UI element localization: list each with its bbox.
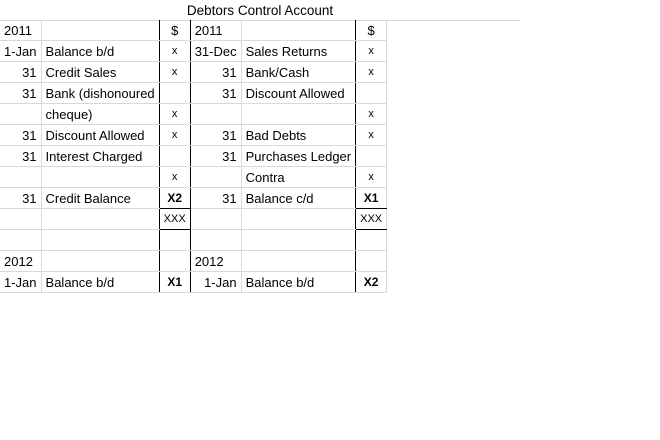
debit-description-cell[interactable]: Interest Charged bbox=[41, 146, 159, 167]
debit-description-cell[interactable]: Credit Balance bbox=[41, 188, 159, 209]
credit-desc-header-cell[interactable] bbox=[241, 20, 356, 41]
empty-cell[interactable] bbox=[41, 209, 159, 230]
ledger-row bbox=[0, 125, 387, 146]
credit-currency-cell[interactable]: $ bbox=[356, 20, 387, 41]
debit-amount-cell[interactable]: X1 bbox=[159, 272, 190, 293]
empty-cell[interactable] bbox=[356, 251, 387, 272]
credit-amount-cell[interactable]: x bbox=[356, 104, 387, 125]
empty-cell[interactable] bbox=[159, 251, 190, 272]
ledger-row bbox=[0, 188, 387, 209]
empty-cell[interactable] bbox=[241, 209, 356, 230]
ledger-row bbox=[0, 41, 387, 62]
ledger-row bbox=[0, 104, 387, 125]
empty-cell[interactable] bbox=[41, 251, 159, 272]
debit-total-cell[interactable]: XXX bbox=[159, 209, 190, 230]
credit-description-cell[interactable]: Sales Returns bbox=[241, 41, 356, 62]
credit-description-cell[interactable]: Discount Allowed bbox=[241, 83, 356, 104]
debit-description-cell[interactable]: cheque) bbox=[41, 104, 159, 125]
debit-amount-cell[interactable]: X2 bbox=[159, 188, 190, 209]
credit-amount-cell[interactable]: x bbox=[356, 62, 387, 83]
ledger-row bbox=[0, 146, 387, 167]
debit-amount-cell[interactable] bbox=[159, 83, 190, 104]
debit-currency-cell[interactable]: $ bbox=[159, 20, 190, 41]
debit-amount-cell[interactable]: x bbox=[159, 62, 190, 83]
empty-cell[interactable] bbox=[159, 230, 190, 251]
debit-date-cell[interactable]: 31 bbox=[0, 125, 41, 146]
credit-next-year-cell[interactable]: 2012 bbox=[190, 251, 241, 272]
empty-cell[interactable] bbox=[41, 230, 159, 251]
debit-date-cell[interactable]: 31 bbox=[0, 62, 41, 83]
totals-row bbox=[0, 209, 387, 230]
debit-amount-cell[interactable]: x bbox=[159, 41, 190, 62]
spacer-row bbox=[0, 230, 387, 251]
debit-date-cell[interactable] bbox=[0, 167, 41, 188]
account-title[interactable]: Debtors Control Account bbox=[0, 0, 520, 21]
debit-date-cell[interactable]: 1-Jan bbox=[0, 272, 41, 293]
credit-date-cell[interactable]: 31 bbox=[190, 62, 241, 83]
debit-date-cell[interactable]: 31 bbox=[0, 83, 41, 104]
debtors-control-ledger bbox=[0, 20, 387, 293]
empty-cell[interactable] bbox=[356, 230, 387, 251]
credit-amount-cell[interactable]: X1 bbox=[356, 188, 387, 209]
ledger-row bbox=[0, 167, 387, 188]
header-row bbox=[0, 20, 387, 41]
next-year-row bbox=[0, 251, 387, 272]
credit-date-cell[interactable]: 31-Dec bbox=[190, 41, 241, 62]
empty-cell[interactable] bbox=[520, 0, 660, 20]
debit-year-cell[interactable]: 2011 bbox=[0, 20, 41, 41]
ledger-row bbox=[0, 62, 387, 83]
credit-date-cell[interactable]: 31 bbox=[190, 146, 241, 167]
debit-date-cell[interactable] bbox=[0, 104, 41, 125]
credit-description-cell[interactable]: Balance b/d bbox=[241, 272, 356, 293]
debit-description-cell[interactable] bbox=[41, 167, 159, 188]
debit-description-cell[interactable]: Credit Sales bbox=[41, 62, 159, 83]
credit-date-cell[interactable]: 1-Jan bbox=[190, 272, 241, 293]
debit-amount-cell[interactable] bbox=[159, 146, 190, 167]
credit-amount-cell[interactable]: X2 bbox=[356, 272, 387, 293]
credit-date-cell[interactable] bbox=[190, 167, 241, 188]
credit-description-cell[interactable]: Balance c/d bbox=[241, 188, 356, 209]
credit-amount-cell[interactable] bbox=[356, 146, 387, 167]
debit-description-cell[interactable]: Bank (dishonoured bbox=[41, 83, 159, 104]
debit-date-cell[interactable]: 1-Jan bbox=[0, 41, 41, 62]
debit-description-cell[interactable]: Balance b/d bbox=[41, 41, 159, 62]
debit-amount-cell[interactable]: x bbox=[159, 167, 190, 188]
credit-amount-cell[interactable]: x bbox=[356, 41, 387, 62]
credit-date-cell[interactable]: 31 bbox=[190, 83, 241, 104]
opening-balance-row bbox=[0, 272, 387, 293]
empty-cell[interactable] bbox=[190, 209, 241, 230]
credit-date-cell[interactable]: 31 bbox=[190, 188, 241, 209]
debit-date-cell[interactable]: 31 bbox=[0, 188, 41, 209]
debit-amount-cell[interactable]: x bbox=[159, 125, 190, 146]
debit-amount-cell[interactable]: x bbox=[159, 104, 190, 125]
debit-description-cell[interactable]: Balance b/d bbox=[41, 272, 159, 293]
debit-date-cell[interactable]: 31 bbox=[0, 146, 41, 167]
empty-cell[interactable] bbox=[0, 209, 41, 230]
ledger-row bbox=[0, 83, 387, 104]
debit-desc-header-cell[interactable] bbox=[41, 20, 159, 41]
empty-cell[interactable] bbox=[241, 251, 356, 272]
credit-description-cell[interactable]: Bad Debts bbox=[241, 125, 356, 146]
credit-description-cell[interactable] bbox=[241, 104, 356, 125]
credit-date-cell[interactable] bbox=[190, 104, 241, 125]
credit-amount-cell[interactable] bbox=[356, 83, 387, 104]
credit-description-cell[interactable]: Contra bbox=[241, 167, 356, 188]
debit-description-cell[interactable]: Discount Allowed bbox=[41, 125, 159, 146]
credit-total-cell[interactable]: XXX bbox=[356, 209, 387, 230]
credit-amount-cell[interactable]: x bbox=[356, 167, 387, 188]
debit-next-year-cell[interactable]: 2012 bbox=[0, 251, 41, 272]
credit-description-cell[interactable]: Bank/Cash bbox=[241, 62, 356, 83]
empty-cell[interactable] bbox=[190, 230, 241, 251]
credit-description-cell[interactable]: Purchases Ledger bbox=[241, 146, 356, 167]
credit-year-cell[interactable]: 2011 bbox=[190, 20, 241, 41]
empty-cell[interactable] bbox=[0, 230, 41, 251]
credit-date-cell[interactable]: 31 bbox=[190, 125, 241, 146]
credit-amount-cell[interactable]: x bbox=[356, 125, 387, 146]
empty-cell[interactable] bbox=[241, 230, 356, 251]
